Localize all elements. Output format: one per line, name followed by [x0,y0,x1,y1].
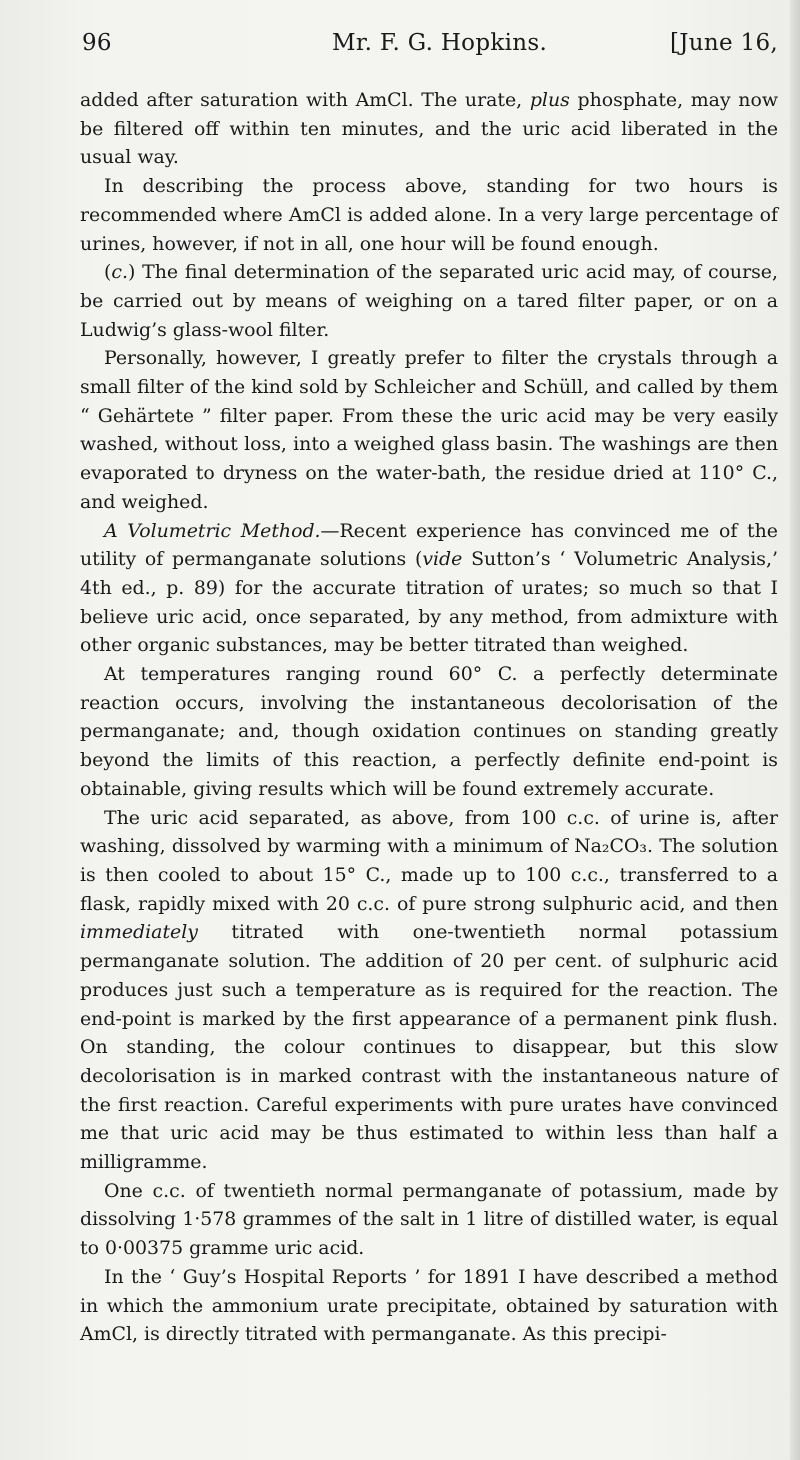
text-run: Sutton’s ‘ Volumetric Analysis,’ 4th ed., p. 89) for the accurate titration of urates; so much so that I believe uric acid, once separated, by any method, from admixture with other organic substances, may be better titrated than weighed. [80,548,778,657]
page-edge [790,0,800,1460]
paragraph [80,258,778,344]
italic-text: A Volumetric Method. [104,519,321,542]
paragraph [80,804,778,1177]
paragraph [80,344,778,516]
italic-text: plus [529,89,570,111]
text-run: —Recent experience has convinced me of the utility of permanganate solutions ( [80,519,778,571]
italic-text: c. [111,261,128,284]
paragraph [80,1177,778,1263]
text-run: added after saturation with AmCl. The urate, [80,89,530,111]
text-run: phosphate, may now be filtered off within ten minutes, and the uric acid liberated in the usual way. [80,89,778,169]
paragraph [80,517,778,661]
body-text [80,86,778,1349]
text-run: One c.c. of twentieth normal permanganate of potassium, made by dissolving 1·578 grammes of the salt in 1 litre of distilled water, is equal to 0·00375 gramme uric acid. [80,1179,778,1260]
text-run: In the ‘ Guy’s Hospital Reports ’ for 1891 I have described a method in which the ammonium urate precipitate, obtained by saturation with AmCl, is directly titrated with permanganate. As this precipi- [80,1265,778,1346]
paragraph [80,660,778,804]
paragraph [80,86,778,172]
text-run: The uric acid separated, as above, from 100 c.c. of urine is, after washing, dissolved by warming with a minimum of Na₂CO₃. The solution is then cooled to about 15° C., made up to 100 c.c., transferred to a flask, rapidly mixed with 20 c.c. of pure strong sulphuric acid, and then [80,806,778,915]
text-run: titrated with one-twentieth normal potassium permanganate solution. The addition of 20 per cent. of sulphuric acid produces just such a temperature as is required for the reaction. The end-point is marked by the first appearance of a permanent pink flush. On standing, the colour continues to disappear, but this slow decolorisation is in marked contrast with the instantaneous nature of the first reaction. Careful experiments with pure urates have convinced me that uric acid may be thus estimated to within less than half a milligramme. [80,921,778,1174]
italic-text: immediately [80,921,198,944]
running-head-date: [June 16, [669,30,778,56]
italic-text: vide [422,548,463,571]
page-header [82,30,778,66]
text-run: In describing the process above, standing for two hours is recommended where AmCl is added alone. In a very large percentage of urines, however, if not in all, one hour will be found enough. [80,175,778,255]
running-head-author: Mr. F. G. Hopkins. [332,30,548,56]
text-run: Personally, however, I greatly prefer to filter the crystals through a small filter of the kind sold by Schleicher and Schüll, and called by them “ Gehärtete ” filter paper. From these the uric acid may be very easily washed, without loss, into a weighed glass basin. The washings are then evaporated to dryness on the water-bath, the residue dried at 110° C., and weighed. [80,347,778,513]
text-run: At temperatures ranging round 60° C. a perfectly determinate reaction occurs, involving the instantaneous decolorisation of the permanganate; and, though oxidation continues on standing greatly beyond the limits of this reaction, a perfectly definite end-point is obtainable, giving results which will be found extremely accurate. [80,663,778,800]
text-run: ) The final determination of the separated uric acid may, of course, be carried out by means of weighing on a tared filter paper, or on a Ludwig’s glass-wool filter. [80,261,778,341]
paragraph [80,1263,778,1349]
paragraph [80,172,778,258]
text-run: ( [104,261,112,284]
page-number: 96 [82,30,112,56]
